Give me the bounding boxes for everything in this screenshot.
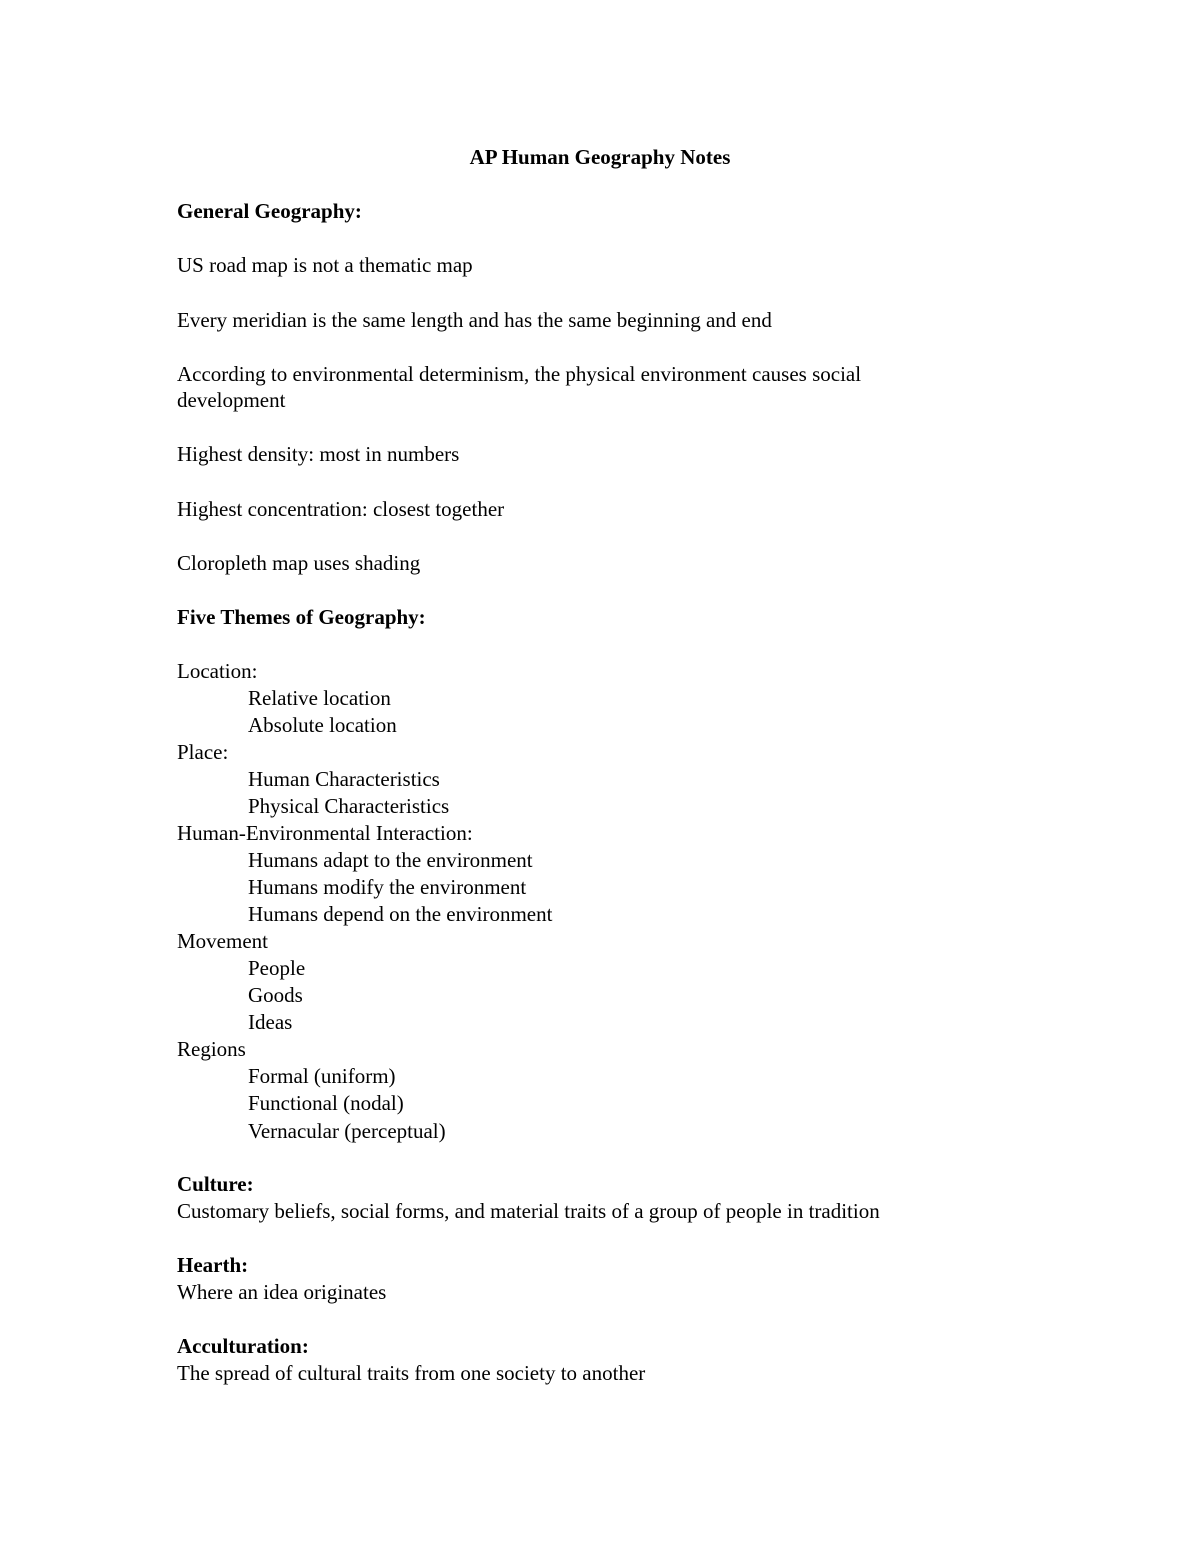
theme-interaction-label: Human-Environmental Interaction: — [177, 821, 473, 845]
theme-location-sub-1: Relative location — [248, 686, 391, 710]
theme-movement-sub-3: Ideas — [248, 1010, 293, 1034]
culture-heading: Culture: — [177, 1172, 254, 1196]
theme-regions-sub-1: Formal (uniform) — [248, 1064, 396, 1088]
theme-regions-sub-2: Functional (nodal) — [248, 1091, 404, 1115]
theme-movement-sub-1: People — [248, 956, 306, 980]
general-item-5: Highest concentration: closest together — [177, 497, 505, 521]
theme-place-sub-2: Physical Characteristics — [248, 794, 450, 818]
general-item-4: Highest density: most in numbers — [177, 442, 460, 466]
general-geography-heading: General Geography: — [177, 199, 362, 223]
hearth-heading: Hearth: — [177, 1253, 249, 1277]
theme-place-label: Place: — [177, 740, 229, 764]
general-item-6: Cloropleth map uses shading — [177, 551, 421, 575]
theme-interaction-sub-3: Humans depend on the environment — [248, 902, 553, 926]
general-item-3: According to environmental determinism, the physical environment causes social — [177, 362, 862, 386]
general-item-1: US road map is not a thematic map — [177, 253, 473, 277]
theme-interaction-sub-2: Humans modify the environment — [248, 875, 527, 899]
theme-location-sub-2: Absolute location — [248, 713, 397, 737]
acculturation-heading: Acculturation: — [177, 1334, 309, 1358]
acculturation-definition: The spread of cultural traits from one society to another — [177, 1361, 646, 1385]
theme-regions-sub-3: Vernacular (perceptual) — [248, 1119, 446, 1143]
theme-movement-sub-2: Goods — [248, 983, 303, 1007]
theme-movement-label: Movement — [177, 929, 268, 953]
theme-place-sub-1: Human Characteristics — [248, 767, 440, 791]
theme-regions-label: Regions — [177, 1037, 246, 1061]
theme-location-label: Location: — [177, 659, 258, 683]
five-themes-heading: Five Themes of Geography: — [177, 605, 426, 629]
general-item-3-continued: development — [177, 388, 286, 412]
hearth-definition: Where an idea originates — [177, 1280, 387, 1304]
general-item-2: Every meridian is the same length and has the same beginning and end — [177, 308, 772, 332]
theme-interaction-sub-1: Humans adapt to the environment — [248, 848, 533, 872]
culture-definition: Customary beliefs, social forms, and material traits of a group of people in tradition — [177, 1199, 880, 1223]
page-title: AP Human Geography Notes — [469, 145, 731, 169]
